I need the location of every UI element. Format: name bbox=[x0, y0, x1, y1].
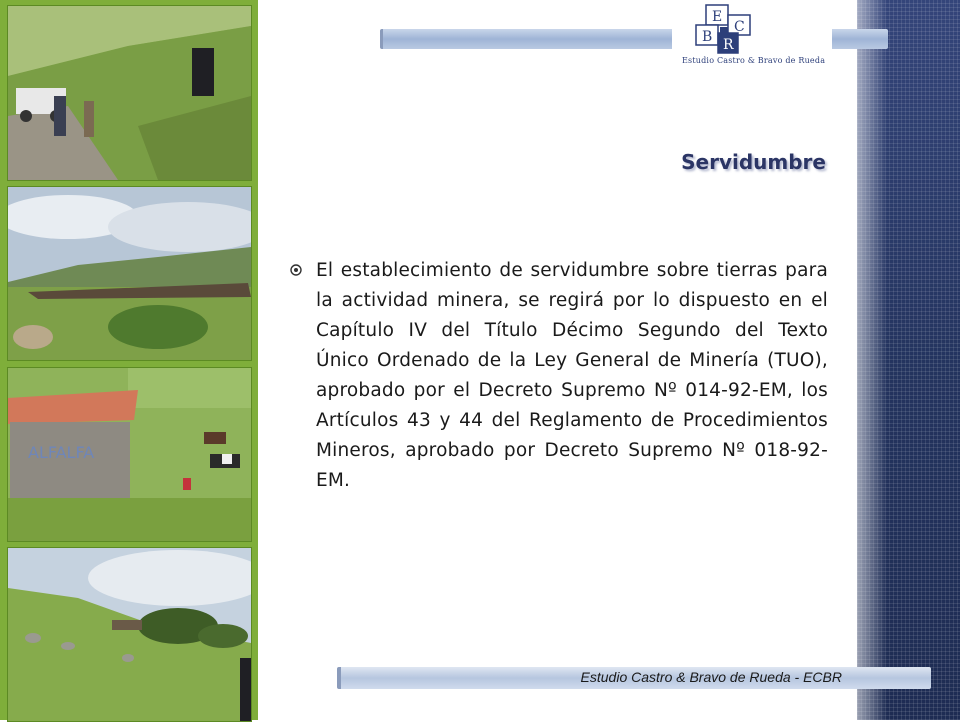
slide-title: Servidumbre bbox=[681, 150, 826, 174]
photo-house-cows bbox=[7, 367, 252, 542]
ecbr-logo-icon bbox=[694, 3, 760, 55]
bullet-item bbox=[290, 256, 828, 496]
footer-text: Estudio Castro & Bravo de Rueda - ECBR bbox=[580, 669, 842, 685]
logo-letter-c: C bbox=[734, 19, 745, 35]
svg-text:ALFALFA: ALFALFA bbox=[28, 443, 95, 462]
logo-letter-b: B bbox=[702, 29, 713, 45]
photo-valley-landscape bbox=[7, 186, 252, 361]
company-logo bbox=[672, 0, 832, 72]
circle-dot-bullet-icon bbox=[290, 264, 302, 276]
photo-hillside-truck bbox=[7, 5, 252, 181]
photo-strip bbox=[0, 0, 258, 720]
bullet-text: El establecimiento de servidumbre sobre tierras para la actividad minera, se regirá por lo dispuesto en el Capítulo IV del Título Décimo Segundo del Texto Único Ordenado de la Ley General de Minería (TUO), aprobado por el Decreto Supremo Nº 014-92-EM, los Artículos 43 y 44 del Reglamento de Procedimientos Mineros, aprobado por Decreto Supremo Nº 018-92-EM. bbox=[316, 260, 828, 491]
logo-letter-r: R bbox=[723, 37, 734, 53]
photo-field-trees bbox=[7, 547, 252, 722]
logo-company-name: Estudio Castro & Bravo de Rueda bbox=[682, 56, 826, 65]
logo-letter-e: E bbox=[712, 9, 723, 25]
right-panel-fade bbox=[857, 0, 887, 720]
